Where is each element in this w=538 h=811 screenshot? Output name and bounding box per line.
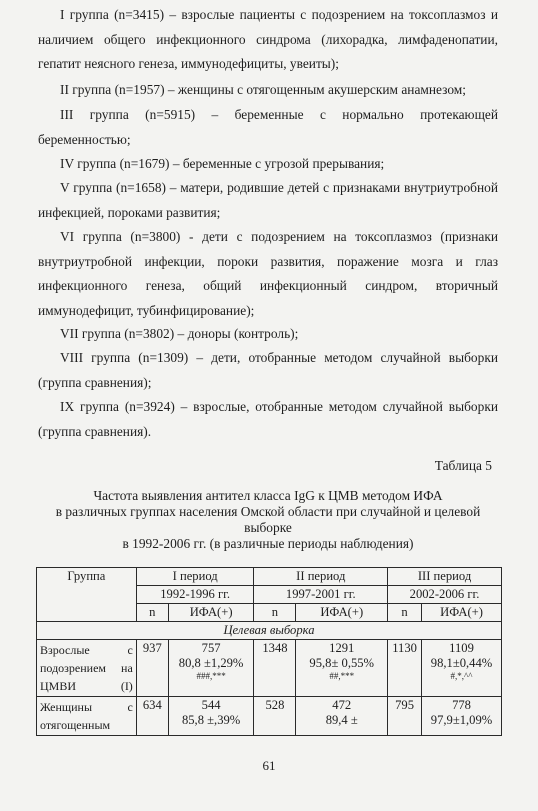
caption-line-3: в 1992-2006 гг. (в различные периоды наблюдения) [122,536,414,551]
cell-percent: 89,4 ± [325,713,358,727]
cell-percent: 80,8 ±1,29% [178,656,244,670]
cell-count: 544 [201,698,221,712]
cell-count: 757 [201,641,221,655]
period-3-years: 2002-2006 гг. [388,586,502,604]
page-number: 61 [262,758,276,773]
paragraph-group-5: V группа (n=1658) – матери, родившие детей с признаками внутриутробной инфекцией, пороками развития; [38,180,498,220]
cell-ifa [296,697,388,736]
cell-percent: 97,9±1,09% [430,713,493,727]
period-1-name: I период [172,569,218,583]
paragraph-group-9: IX группа (n=3924) – взрослые, отобранные методом случайной выборки (группа сравнения). [38,399,498,439]
cell-count: 1291 [329,641,355,655]
cell-ifa [168,697,254,736]
cell-count: 1109 [449,641,474,655]
table-label: Таблица 5 [434,458,492,473]
table-caption [38,488,498,552]
caption-line-1: Частота выявления антител класса IgG к ЦМВ методом ИФА [93,488,443,503]
header-period-3 [388,568,502,586]
cell-n: 528 [254,697,296,736]
section-target-sample: Целевая выборка [37,622,502,640]
cell-significance: ###,*** [196,671,226,681]
cell-significance: ##,*** [329,671,355,681]
data-table [36,567,502,736]
col-n-2: n [254,604,296,622]
caption-line-2: в различных группах населения Омской области при случайной и целевой выборке [55,504,481,535]
table-section-row [37,622,502,640]
col-ifa-3: ИФА(+) [422,604,502,622]
col-ifa-1: ИФА(+) [168,604,254,622]
period-2-years: 1997-2001 гг. [254,586,388,604]
row-group-label: Женщины с отягощенным [37,697,137,736]
header-period-1 [136,568,254,586]
paragraph-group-6: VI группа (n=3800) - дети с подозрением на токсоплазмоз (признаки внутриутробной инфекции, пороки развития, поражение мозга и глаз инфекционного генеза, общий инфекционный синдром, вторичный иммунодефицит, тубинфицирование); [38,229,498,318]
cell-count: 778 [452,698,471,712]
cell-ifa [296,640,388,697]
period-1-years: 1992-1996 гг. [136,586,254,604]
table-row [37,640,502,697]
cell-ifa [422,697,502,736]
paragraph-group-2: II группа (n=1957) – женщины с отягощенным акушерским анамнезом; [60,82,466,97]
cell-percent: 98,1±0,44% [430,656,493,670]
cell-significance: #,*,^^ [450,671,473,681]
paragraph-group-8: VIII группа (n=1309) – дети, отобранные методом случайной выборки (группа сравнения); [38,350,498,390]
cell-n: 795 [388,697,422,736]
paragraph-group-3: III группа (n=5915) – беременные с нормально протекающей беременностью; [38,107,498,147]
col-ifa-2: ИФА(+) [296,604,388,622]
cell-percent: 85,8 ±,39% [181,713,241,727]
cell-n: 1348 [254,640,296,697]
cell-n: 1130 [388,640,422,697]
paragraph-group-7: VII группа (n=3802) – доноры (контроль); [60,326,299,341]
header-period-2 [254,568,388,586]
col-n-3: n [388,604,422,622]
cell-ifa [168,640,254,697]
row-group-label: Взрослые с подозрением на ЦМВИ (I) [37,640,137,697]
cell-n: 937 [136,640,168,697]
cell-n: 634 [136,697,168,736]
cell-ifa [422,640,502,697]
period-2-name: II период [296,569,346,583]
period-3-name: III период [417,569,472,583]
table-header-row [37,568,502,586]
col-n-1: n [136,604,168,622]
header-group: Группа [37,568,137,622]
table-row [37,697,502,736]
paragraph-group-4: IV группа (n=1679) – беременные с угрозой прерывания; [60,156,385,171]
paragraph-group-1: I группа (n=3415) – взрослые пациенты с подозрением на токсоплазмоз и наличием общего инфекционного синдрома (лихорадка, лимфаденопатии, гепатит неясного генеза, иммунодефициты, увеиты); [38,7,498,71]
cell-percent: 95,8± 0,55% [309,656,375,670]
cell-count: 472 [332,698,352,712]
